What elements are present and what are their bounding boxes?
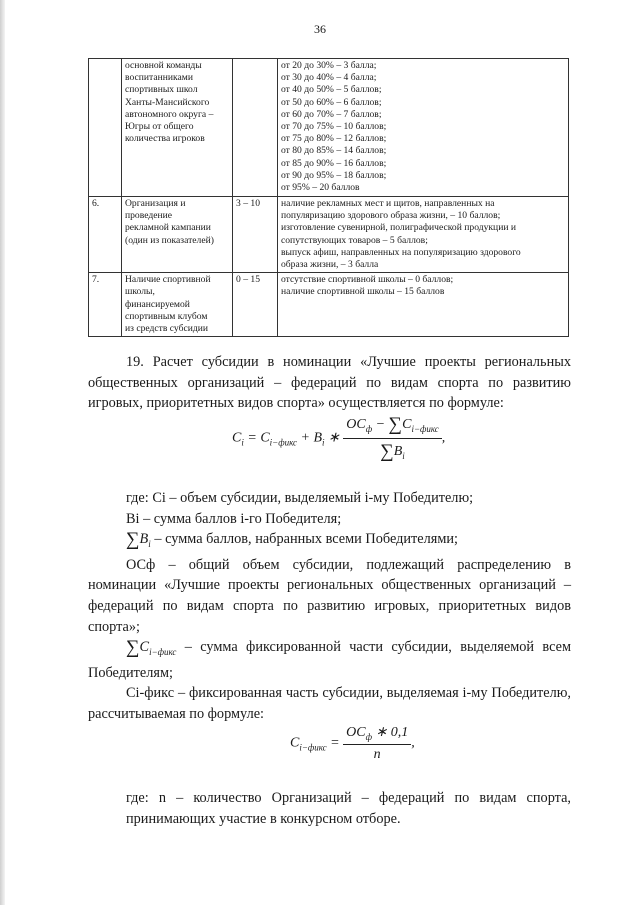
score-range: 3 – 10 [233,197,278,273]
criterion-scale [278,197,569,273]
formula-num-c-sub: i−фикс [411,424,439,434]
table-row [89,59,569,197]
formula2-fraction [343,724,411,763]
cell-line: от 30 до 40% – 4 балла; [281,72,377,84]
ocf-text: – общий объем субсидии, подлежащий распределению в номинации «Лучшие проекты региональных общественных организаций – федераций по видам спорта по развитию игровых, приоритетных видов спорта»; [88,556,571,635]
formula-num-c: C [402,417,412,432]
cell-line: наличие спортивной школы – 15 баллов [281,286,445,298]
cell-line: от 80 до 85% – 14 баллов; [281,145,387,157]
ocf-symbol: ОСф [126,556,156,573]
sum-b-symbol: B [139,531,149,548]
score-range: 0 – 15 [233,273,278,337]
cell-line: от 20 до 30% – 3 балла; [281,60,377,71]
subsidy-formula [232,414,445,463]
formula-den-b: B [393,444,403,459]
sigma-symbol: ∑ [380,441,394,462]
row-number: 6. [89,197,122,273]
cell-line: школы, [125,286,155,298]
formula2-comma: , [411,735,415,751]
formula-equals: = [247,430,257,446]
fixed-part-formula [290,724,415,763]
formula-numerator [343,414,442,439]
cell-line: от 40 до 50% – 5 баллов; [281,84,382,96]
definition-ocf [88,555,571,637]
cell-line: от 60 до 70% – 7 баллов; [281,108,382,120]
formula2-num-sub: ф [365,732,372,742]
final-note [88,788,571,829]
paragraph-19 [88,352,571,414]
formula-times: ∗ [328,430,340,446]
formula-lhs: C [232,430,242,446]
table-row [89,197,569,273]
cell-line: наличие рекламных мест и щитов, направленных на [281,198,495,209]
criterion-scale [278,273,569,337]
sum-b-text: – сумма баллов, набранных всеми Победителями; [150,531,459,548]
scan-edge-shadow [0,0,5,905]
formula-cfix: C [260,430,270,446]
sum-b-sub: i [148,539,151,550]
criterion-name [122,197,233,273]
cell-line: Организация и [125,198,186,209]
criterion-name [122,59,233,197]
formula-b-sub: i [322,437,325,448]
formula2-denominator: n [373,747,381,762]
formula-den-b-sub: i [402,451,405,461]
final-note-text: где: n – количество Организаций – федераций по видам спорта, принимающих участие в конкурсном отборе. [126,790,571,827]
row-number [89,59,122,197]
cell-line: от 75 до 80% – 12 баллов; [281,133,387,145]
formula-minus: − [375,417,386,432]
cell-line: изготовление сувенирной, полиграфической продукции и [281,222,516,234]
cell-line: Наличие спортивной [125,274,211,286]
formula-plus: + [300,430,310,446]
cell-line: проведение [125,210,172,222]
cell-line: отсутствие спортивной школы – 0 баллов; [281,274,454,286]
cell-line: (один из показателей) [125,234,214,246]
formula2-num-tail: ∗ 0,1 [371,725,409,740]
cell-line: автономного округа – [125,108,214,120]
formula2-lhs: C [290,735,300,751]
criterion-name [122,273,233,337]
definition-bi: Bi – сумма баллов i-го Победителя; [126,510,342,527]
score-range [233,59,278,197]
criteria-table [88,58,569,337]
cell-line: воспитанниками [125,72,193,84]
formula2-num-oc: OC [346,725,366,740]
cell-line: от 90 до 95% – 18 баллов; [281,169,387,181]
cell-line: количества игроков [125,133,205,145]
cell-line: из средств субсидии [125,323,208,335]
formula-num-oc: OC [346,417,366,432]
definitions [88,488,571,725]
cell-line: от 70 до 75% – 10 баллов; [281,121,387,133]
definition-ci: где: Ci – объем субсидии, выделяемый i-му Победителю; [126,490,474,506]
formula-denominator [343,439,442,463]
definition-sum-cfix [88,637,571,683]
formula2-numerator [343,724,411,745]
formula-cfix-sub: i−фикс [269,437,297,448]
sum-cfix-symbol: C [139,639,150,656]
cell-line: Югры от общего [125,121,194,133]
cell-line: Ханты-Мансийского [125,96,210,108]
row-number: 7. [89,273,122,337]
cell-line: образа жизни, – 3 балла [281,259,379,271]
criterion-scale [278,59,569,197]
cell-line: выпуск афиш, направленных на популяризацию здорового [281,246,521,258]
cell-line: от 50 до 60% – 6 баллов; [281,96,382,108]
formula2-lhs-sub: i−фикс [299,742,327,753]
sum-cfix-text: – сумма фиксированной части субсидии, выделяемой всем Победителям; [88,639,571,681]
cfix-text: – фиксированная часть субсидии, выделяемая i-му Победителю, рассчитываемая по формуле: [88,685,571,722]
cell-line: спортивным клубом [125,310,208,322]
cell-line: спортивных школ [125,84,198,96]
formula-fraction [343,414,442,463]
sigma-symbol: ∑ [388,414,403,435]
cell-line: популяризацию здорового образа жизни, – 10 баллов; [281,210,501,222]
cell-line: рекламной кампании [125,222,211,234]
cell-line: от 95% – 20 баллов [281,182,360,194]
cell-line: основной команды [125,60,202,71]
formula-b: B [313,430,322,446]
sigma-symbol: ∑ [126,529,140,551]
definition-cfix [88,683,571,724]
sum-cfix-sub: i−фикс [149,647,177,658]
formula-num-oc-sub: ф [365,424,373,434]
formula-comma: , [441,430,446,446]
cell-line: сопутствующих товаров – 5 баллов; [281,234,428,246]
cfix-symbol: Ci-фикс [126,685,175,702]
table-row [89,273,569,337]
cell-line: от 85 до 90% – 16 баллов; [281,157,387,169]
definition-sum-b [88,529,571,555]
cell-line: финансируемой [125,298,190,310]
sigma-symbol: ∑ [126,637,140,659]
page-number: 36 [314,22,326,36]
formula-lhs-sub: i [241,437,244,448]
formula2-equals: = [330,735,340,751]
paragraph-19-text: 19. Расчет субсидии в номинации «Лучшие проекты региональных общественных организаций – федераций по видам спорта по развитию игровых, приоритетных видов спорта» осуществляется по формуле: [88,354,571,412]
